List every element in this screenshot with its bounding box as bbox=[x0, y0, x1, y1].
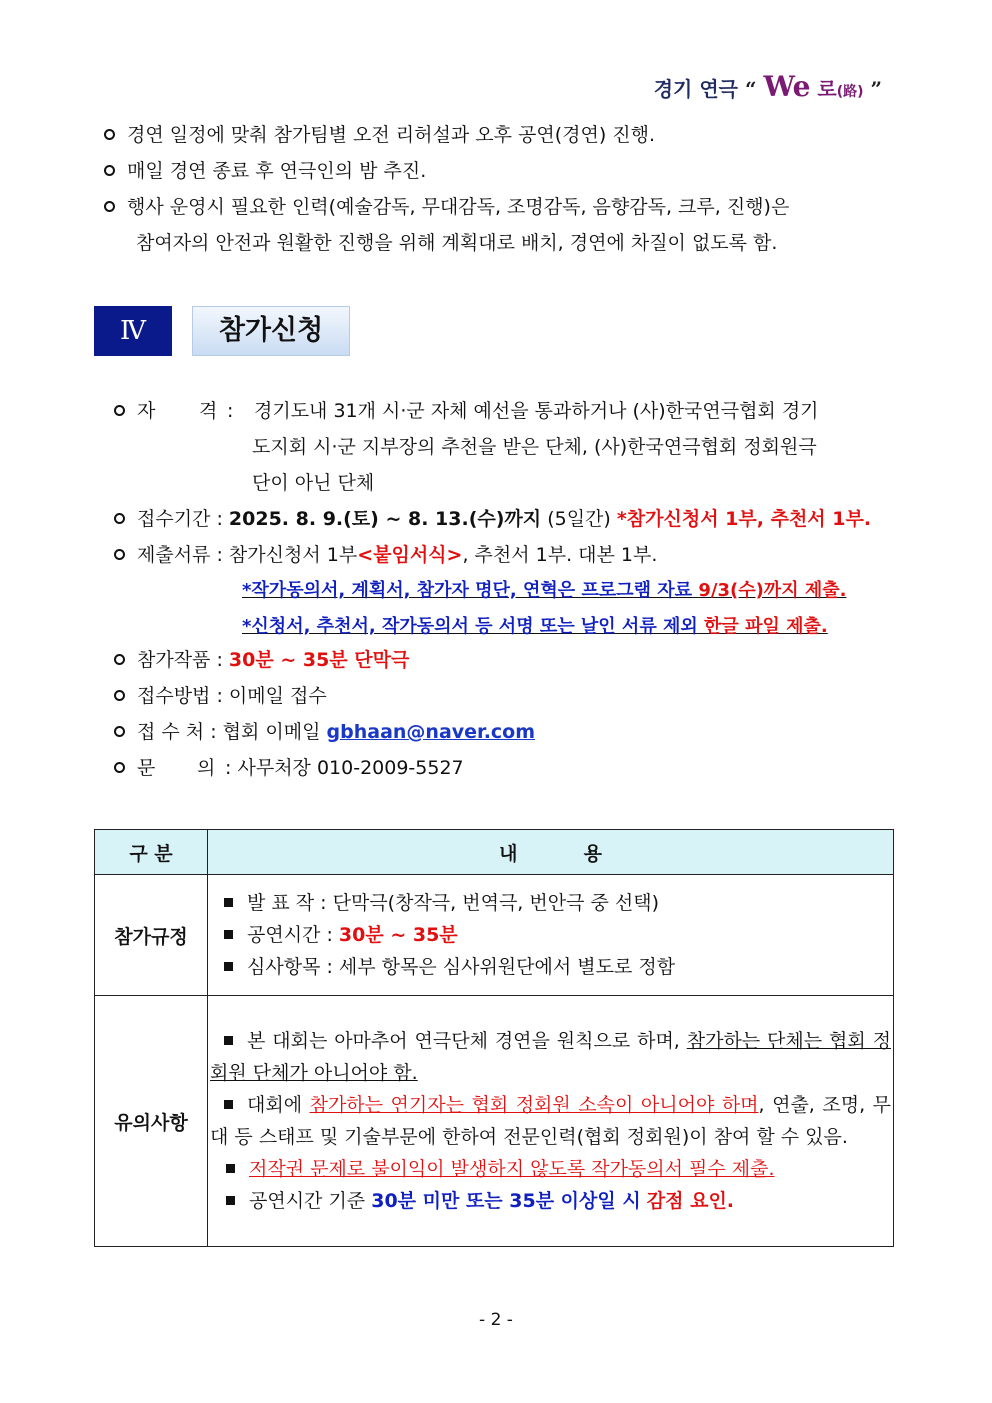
header-ro-hanja: (路) bbox=[836, 84, 864, 100]
notes-label: 유의사항 bbox=[95, 996, 208, 1247]
row-documents: 제출서류 : 참가신청서 1부<붙임서식>, 추천서 1부. 대본 1부. bbox=[114, 542, 657, 568]
docs-note-1: *작가동의서, 계획서, 참가자 명단, 연혁은 프로그램 자료 9/3(수)까지 제출. bbox=[242, 580, 847, 601]
page-number: - 2 - bbox=[479, 1310, 513, 1330]
qual-line-2: 도지회 시·군 지부장의 추천을 받은 단체, (사)한국연극협회 정회원극 bbox=[252, 436, 817, 458]
section-number: Ⅳ bbox=[94, 306, 172, 356]
method-value: 이메일 접수 bbox=[228, 685, 327, 707]
rules-content bbox=[208, 875, 894, 996]
docs-note-2: *신청서, 추천서, 작가동의서 등 서명 또는 날인 서류 제외 한글 파일 제출. bbox=[242, 616, 828, 637]
square-bullet-icon bbox=[224, 1100, 233, 1109]
note-1: 본 대회는 아마추어 연극단체 경연을 원칙으로 하며, 참가하는 단체는 협회 정회원 단체가 아니어야 함. bbox=[210, 1030, 891, 1084]
intro-bullet-3-cont: 참여자의 안전과 원활한 진행을 위해 계획대로 배치, 경연에 차질이 없도록 함. bbox=[136, 232, 778, 254]
circle-bullet-icon bbox=[114, 513, 125, 524]
square-bullet-icon bbox=[224, 962, 233, 971]
intro-bullet-2: 매일 경연 종료 후 연극인의 밤 추진. bbox=[104, 158, 894, 184]
table-row-rules bbox=[95, 875, 894, 996]
contact-value: 사무처장 010-2009-5527 bbox=[237, 757, 464, 779]
header-prefix: 경기 연극 bbox=[653, 77, 738, 101]
period-label: 접수기간 bbox=[137, 508, 211, 530]
circle-bullet-icon bbox=[114, 549, 125, 560]
rules-table bbox=[94, 829, 894, 1247]
rule-item-time: 공연시간 : 30분 ~ 35분 bbox=[224, 919, 893, 951]
email-link[interactable]: gbhaan@naver.com bbox=[326, 721, 536, 743]
running-header bbox=[654, 70, 882, 103]
docs-label: 제출서류 bbox=[137, 544, 211, 566]
qual-label-b: 격 bbox=[199, 400, 218, 422]
circle-bullet-icon bbox=[114, 405, 125, 416]
section-title: 참가신청 bbox=[192, 306, 350, 356]
period-dates: 2025. 8. 9.(토) ~ 8. 13.(수)까지 bbox=[228, 508, 542, 530]
circle-bullet-icon bbox=[104, 201, 115, 212]
note-3: 저작권 문제로 불이익이 발생하지 않도록 작가동의서 필수 제출. bbox=[210, 1153, 891, 1185]
period-days: (5일간) bbox=[547, 508, 611, 530]
square-bullet-icon bbox=[226, 1196, 235, 1205]
row-method: 접수방법 : 이메일 접수 bbox=[114, 683, 327, 709]
note-2: 대회에 참가하는 연기자는 협회 정회원 소속이 아니어야 하며, 연출, 조명, 무대 등 스태프 및 기술부문에 한하여 전문인력(협회 정회원)이 참여 할 수 있음. bbox=[210, 1094, 891, 1148]
header-category: 구 분 bbox=[95, 830, 208, 875]
circle-bullet-icon bbox=[114, 690, 125, 701]
attachment-form: <붙임서식> bbox=[357, 544, 463, 566]
qual-line-1: 경기도내 31개 시·군 자체 예선을 통과하거나 (사)한국연극협회 경기 bbox=[254, 400, 819, 422]
circle-bullet-icon bbox=[104, 165, 115, 176]
contact-label-a: 문 bbox=[137, 757, 156, 779]
intro-bullet-3: 행사 운영시 필요한 인력(예술감독, 무대감독, 조명감독, 음향감독, 크루, 진행)은 bbox=[104, 194, 894, 220]
header-ro: 로 bbox=[817, 77, 837, 101]
notes-content bbox=[208, 996, 894, 1247]
rule-item-work: 발 표 작 : 단막극(창작극, 번역극, 번안극 중 선택) bbox=[224, 887, 893, 919]
method-label: 접수방법 bbox=[137, 685, 211, 707]
place-value: 협회 이메일 bbox=[222, 721, 321, 743]
qual-label-a: 자 bbox=[137, 400, 156, 422]
place-label: 접 수 처 bbox=[137, 721, 205, 743]
rule-item-review: 심사항목 : 세부 항목은 심사위원단에서 별도로 정함 bbox=[224, 951, 893, 983]
header-open-quote: “ bbox=[744, 77, 757, 101]
intro-bullet-1: 경연 일정에 맞춰 참가팀별 오전 리허설과 오후 공연(경연) 진행. bbox=[104, 122, 894, 148]
circle-bullet-icon bbox=[114, 726, 125, 737]
square-bullet-icon bbox=[224, 930, 233, 939]
table-header-row bbox=[95, 830, 894, 875]
table-row-notes bbox=[95, 996, 894, 1247]
circle-bullet-icon bbox=[104, 129, 115, 140]
row-work: 참가작품 : 30분 ~ 35분 단막극 bbox=[114, 647, 409, 673]
header-content: 내 용 bbox=[208, 830, 894, 875]
header-close-quote: ” bbox=[870, 77, 882, 101]
work-label: 참가작품 bbox=[137, 649, 211, 671]
circle-bullet-icon bbox=[114, 762, 125, 773]
period-required-docs: *참가신청서 1부, 추천서 1부. bbox=[616, 508, 872, 530]
square-bullet-icon bbox=[226, 1164, 235, 1173]
square-bullet-icon bbox=[224, 1036, 233, 1045]
note-4: 공연시간 기준 30분 미만 또는 35분 이상일 시 감점 요인. bbox=[210, 1185, 891, 1217]
row-period: 접수기간 : 2025. 8. 9.(토) ~ 8. 13.(수)까지 (5일간) *참가신청서 1부, 추천서 1부. bbox=[114, 506, 871, 532]
circle-bullet-icon bbox=[114, 654, 125, 665]
row-qualification: 자 격 : bbox=[114, 398, 233, 424]
row-place: 접 수 처 : 협회 이메일 gbhaan@naver.com bbox=[114, 719, 535, 745]
square-bullet-icon bbox=[224, 898, 233, 907]
rules-label: 참가규정 bbox=[95, 875, 208, 996]
contact-label-b: 의 bbox=[197, 757, 216, 779]
header-we: We bbox=[763, 70, 811, 103]
work-value: 30분 ~ 35분 단막극 bbox=[228, 649, 410, 671]
qual-line-3: 단이 아닌 단체 bbox=[252, 472, 375, 494]
row-contact: 문 의 : 사무처장 010-2009-5527 bbox=[114, 755, 464, 781]
